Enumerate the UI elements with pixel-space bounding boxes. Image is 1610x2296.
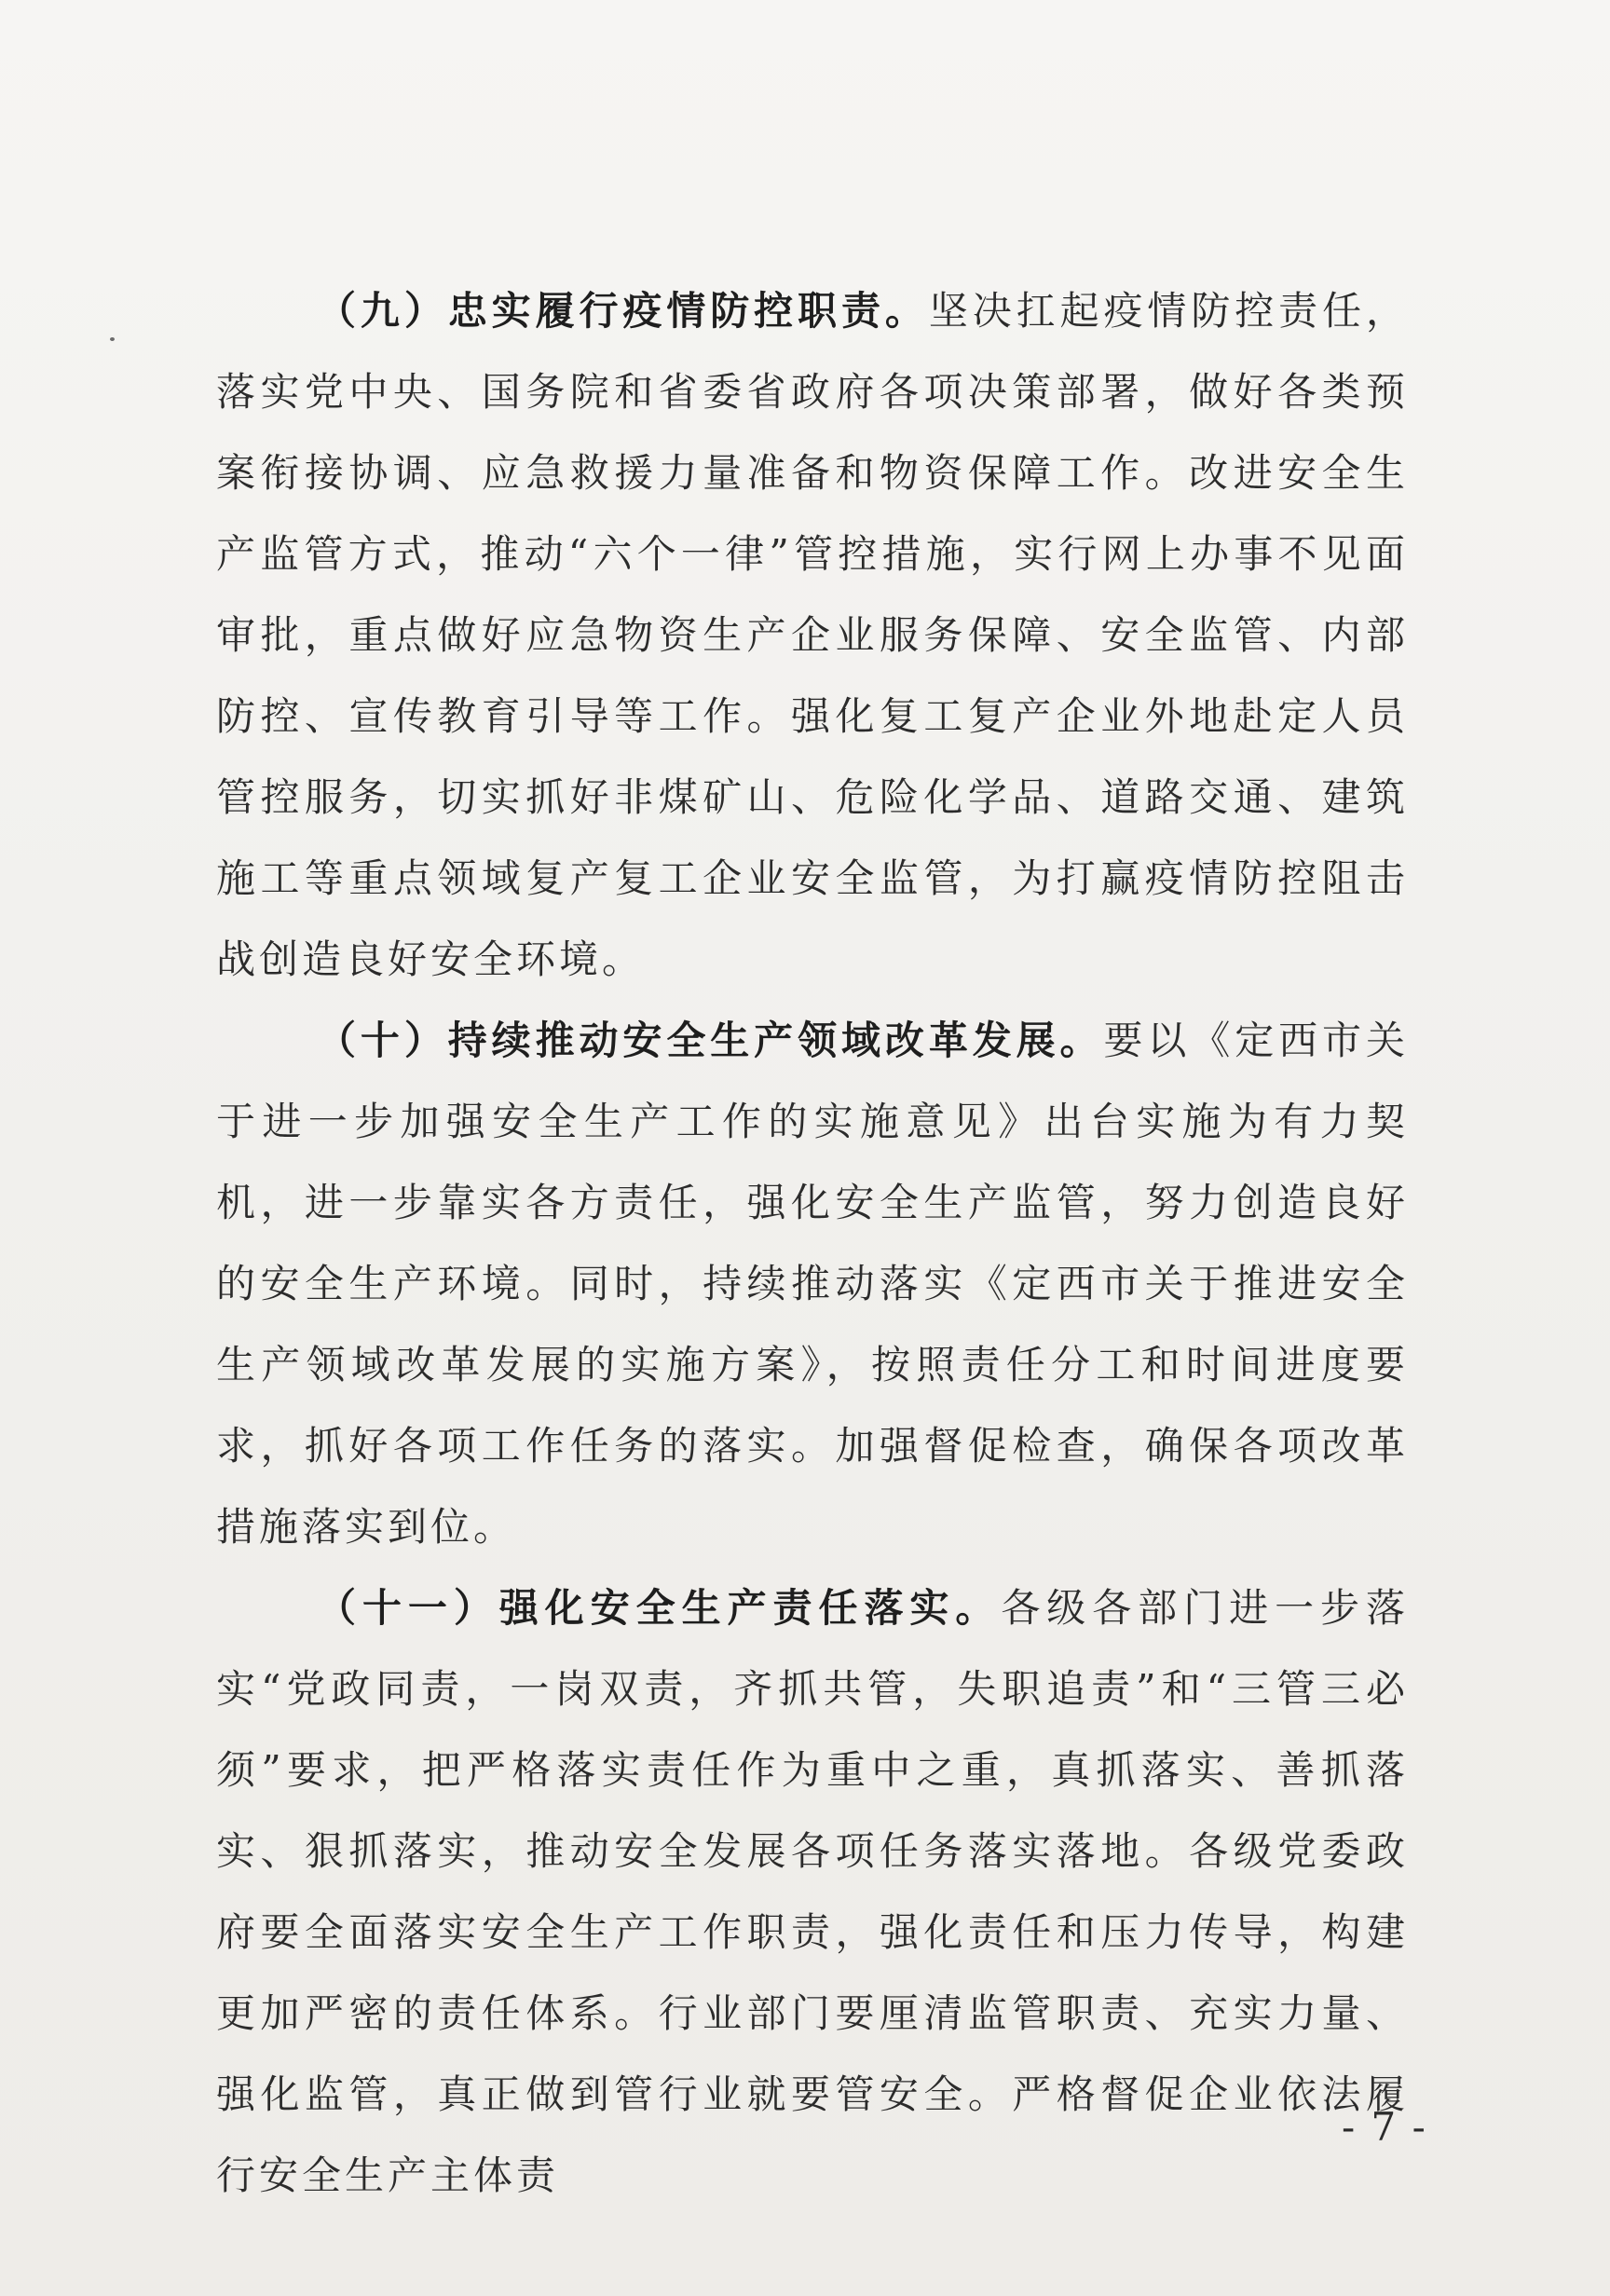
section-ten-body: 要以《定西市关于进一步加强安全生产工作的实施意见》出台实施为有力契机，进一步靠实各方责任，强化安全生产监管，努力创造良好的安全生产环境。同时，持续推动落实《定西市关于推进安全生产领域改革发展的实施方案》，按照责任分工和时间进度要求，抓好各项工作任务的落实。加强督促检查，确保各项改革措施落实到位。 <box>216 1018 1409 1550</box>
section-eleven <box>216 1567 1409 2216</box>
section-eleven-body: 各级各部门进一步落实“党政同责，一岗双责，齐抓共管，失职追责”和“三管三必须”要求，把严格落实责任作为重中之重，真抓落实、善抓落实、狠抓落实，推动安全发展各项任务落实落地。各级党委政府要全面落实安全生产工作职责，强化责任和压力传导，构建更加严密的责任体系。行业部门要厘清监管职责、充实力量、强化监管，真正做到管行业就要管安全。严格督促企业依法履行安全生产主体责 <box>216 1585 1409 2198</box>
section-nine-heading: （九）忠实履行疫情防控职责。 <box>317 288 929 334</box>
section-ten <box>216 1000 1409 1567</box>
scan-speck <box>110 337 115 341</box>
document-body <box>216 270 1409 2216</box>
section-eleven-heading: （十一）强化安全生产责任落实。 <box>317 1585 1002 1631</box>
section-ten-heading: （十）持续推动安全生产领域改革发展。 <box>317 1018 1104 1063</box>
section-nine <box>216 270 1409 1000</box>
page-number: - 7 - <box>1342 2104 1427 2150</box>
section-nine-body: 坚决扛起疫情防控责任，落实党中央、国务院和省委省政府各项决策部署，做好各类预案衔接协调、应急救援力量准备和物资保障工作。改进安全生产监管方式，推动“六个一律”管控措施，实行网上办事不见面审批，重点做好应急物资生产企业服务保障、安全监管、内部防控、宣传教育引导等工作。强化复工复产企业外地赴定人员管控服务，切实抓好非煤矿山、危险化学品、道路交通、建筑施工等重点领域复产复工企业安全监管，为打赢疫情防控阻击战创造良好安全环境。 <box>216 288 1409 982</box>
